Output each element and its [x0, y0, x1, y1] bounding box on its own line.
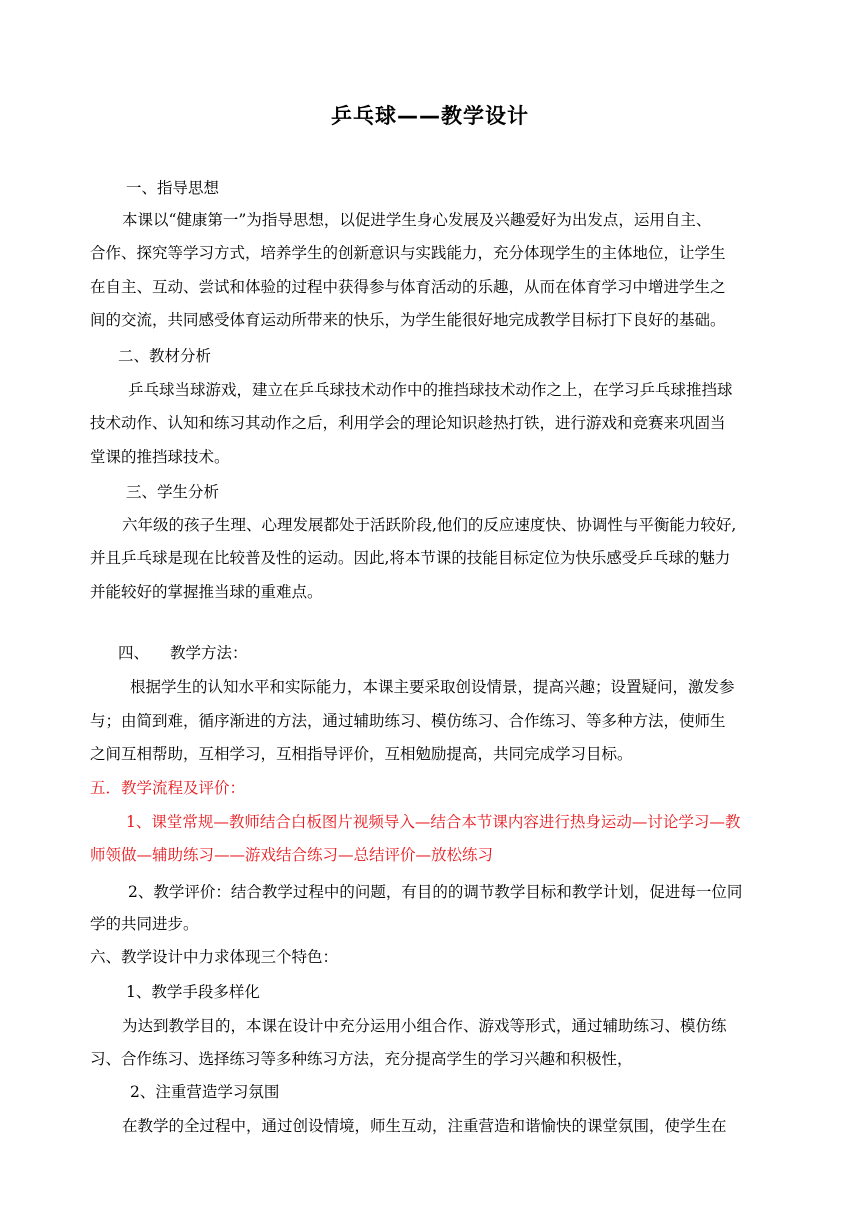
- section-4-heading: 教学方法：: [170, 644, 248, 662]
- section-5-heading: 五．教学流程及评价：: [90, 779, 246, 797]
- paragraph-line: 与；由简到难，循序渐进的方法，通过辅助练习、模仿练习、合作练习、等多种方法，使师生: [90, 712, 726, 730]
- paragraph-line: 根据学生的认知水平和实际能力，本课主要采取创设情景，提高兴趣；设置疑问，激发参: [130, 678, 735, 696]
- paragraph-line: 学的共同进步。: [90, 915, 199, 933]
- paragraph-line: 技术动作、认知和练习其动作之后，利用学会的理论知识趁热打铁，进行游戏和竞赛来巩固当: [90, 414, 726, 432]
- paragraph-line: 之间互相帮助，互相学习，互相指导评价，互相勉励提高，共同完成学习目标。: [90, 745, 633, 763]
- paragraph-line: 1、课堂常规—教师结合白板图片视频导入—结合本节课内容进行热身运动—讨论学习—教: [126, 813, 741, 831]
- paragraph-line: 间的交流，共同感受体育运动所带来的快乐，为学生能很好地完成教学目标打下良好的基础。: [90, 311, 726, 329]
- section-3-heading: 三、学生分析: [126, 483, 220, 501]
- page-title: 乒乓球——教学设计: [331, 104, 529, 128]
- paragraph-line: 并且乒乓球是现在比较普及性的运动。因此,将本节课的技能目标定位为快乐感受乒乓球的魅力: [90, 549, 731, 567]
- paragraph-line: 习、合作练习、选择练习等多种练习方法，充分提高学生的学习兴趣和积极性，: [90, 1050, 633, 1068]
- paragraph-line: 并能较好的掌握推当球的重难点。: [90, 583, 323, 601]
- paragraph-line: 堂课的推挡球技术。: [90, 448, 230, 466]
- paragraph-line: 师领做—辅助练习——游戏结合练习—总结评价—放松练习: [90, 846, 494, 864]
- paragraph-line: 六年级的孩子生理、心理发展都处于活跃阶段,他们的反应速度快、协调性与平衡能力较好,: [122, 516, 737, 534]
- paragraph-line: 乒乓球当球游戏，建立在乒乓球技术动作中的推挡球技术动作之上，在学习乒乓球推挡球: [128, 381, 733, 399]
- paragraph-line: 合作、探究等学习方式，培养学生的创新意识与实践能力，充分体现学生的主体地位，让学生: [90, 244, 726, 262]
- section-2-heading: 二、教材分析: [118, 347, 212, 365]
- section-6-heading: 六、教学设计中力求体现三个特色：: [90, 948, 339, 966]
- section-4-heading-number: 四、: [118, 644, 150, 662]
- paragraph-line: 在教学的全过程中，通过创设情境，师生互动，注重营造和谐愉快的课堂氛围，使学生在: [122, 1117, 727, 1135]
- paragraph-line: 2、教学评价：结合教学过程中的问题，有目的的调节教学目标和教学计划，促进每一位同: [128, 883, 743, 901]
- paragraph-line: 在自主、互动、尝试和体验的过程中获得参与体育活动的乐趣，从而在体育学习中增进学生之: [90, 278, 726, 296]
- subsection-heading: 1、教学手段多样化: [126, 983, 260, 1001]
- paragraph-line: 本课以“健康第一”为指导思想，以促进学生身心发展及兴趣爱好为出发点，运用自主、: [122, 211, 712, 229]
- paragraph-line: 为达到教学目的，本课在设计中充分运用小组合作、游戏等形式，通过辅助练习、模仿练: [122, 1017, 727, 1035]
- subsection-heading: 2、注重营造学习氛围: [130, 1083, 280, 1101]
- section-1-heading: 一、指导思想: [126, 179, 220, 197]
